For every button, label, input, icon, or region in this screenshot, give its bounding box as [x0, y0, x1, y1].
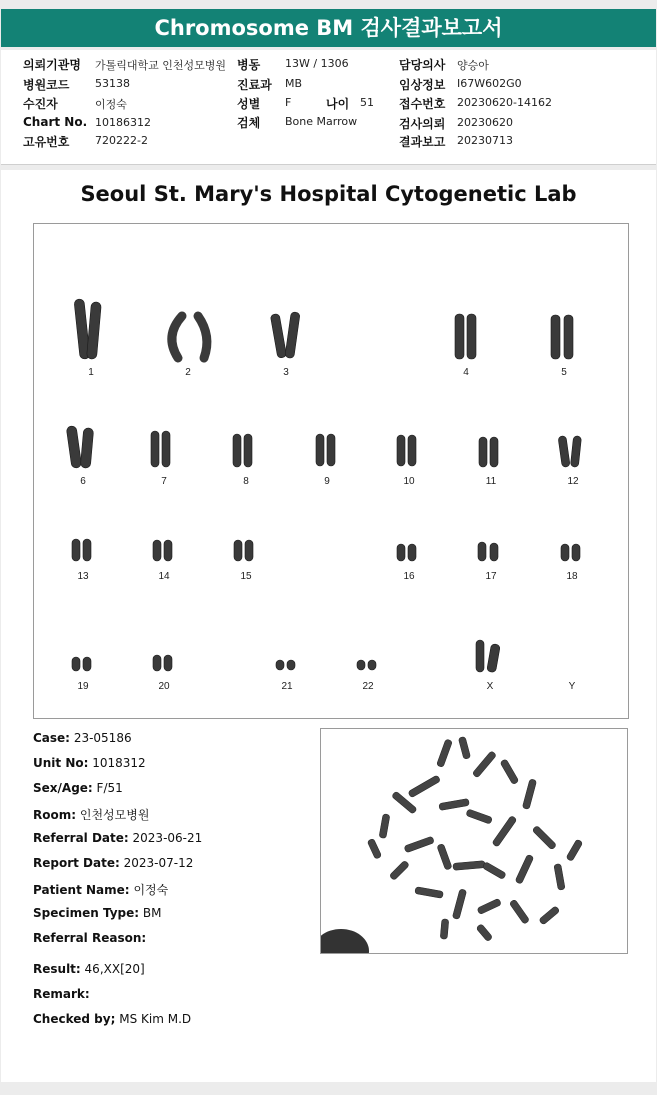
karyotype-label-17: 17 — [485, 571, 497, 582]
sex-value: F — [285, 96, 292, 109]
karyotype-label-16: 16 — [403, 571, 415, 582]
karyotype-panel — [33, 223, 629, 719]
karyotype-label-5: 5 — [561, 367, 567, 378]
specimen-type-row — [33, 906, 162, 920]
chromosome-pair-15 — [234, 540, 253, 561]
patient-name-value: 이정숙 — [133, 883, 169, 897]
checked-by-label: Checked by; — [33, 1012, 116, 1026]
karyotype-label-4: 4 — [463, 367, 469, 378]
referral-reason-label: Referral Reason: — [33, 931, 147, 945]
chromosome-pair-16 — [397, 544, 416, 561]
clinical-info-label: 임상정보 — [399, 78, 446, 92]
karyotype-label-2: 2 — [185, 367, 191, 378]
karyotype-label-22: 22 — [362, 681, 374, 692]
chart-no-label: Chart No. — [23, 115, 88, 129]
referral-date-row — [33, 831, 202, 845]
sex-age-label: Sex/Age: — [33, 781, 93, 795]
karyotype-label-6: 6 — [80, 476, 86, 487]
chromosome-pair-20 — [153, 655, 172, 671]
metaphase-photo — [320, 728, 628, 954]
unit-no-row — [33, 756, 146, 770]
karyotype-label-20: 20 — [158, 681, 170, 692]
sex-label: 성별 — [237, 97, 261, 111]
report-title-banner: Chromosome BM 검사결과보고서 — [1, 9, 656, 47]
chromosome-pair-19 — [72, 657, 91, 671]
karyotype-image — [34, 224, 628, 718]
case-row — [33, 731, 132, 745]
chromosome-pair-9 — [316, 434, 335, 466]
specimen-label: 검체 — [237, 116, 261, 130]
age-value: 51 — [360, 96, 374, 109]
request-date-label: 검사의뢰 — [399, 117, 446, 131]
patient-name-row — [33, 881, 168, 898]
chromosome-pair-7 — [151, 431, 170, 467]
room-value: 인천성모병원 — [79, 808, 150, 822]
karyotype-label-9: 9 — [324, 476, 330, 487]
referral-date-label: Referral Date: — [33, 831, 129, 845]
clinical-info-value: I67W602G0 — [457, 77, 522, 90]
hospital-code-value: 53138 — [95, 77, 130, 90]
chromosome-pair-2 — [172, 316, 207, 358]
metaphase-image — [321, 729, 627, 953]
unit-no-label: Unit No: — [33, 756, 89, 770]
ward-label: 병동 — [237, 58, 261, 72]
result-label: Result: — [33, 962, 81, 976]
chromosome-pair-4 — [455, 314, 476, 359]
karyotype-label-15: 15 — [240, 571, 252, 582]
karyotype-label-3: 3 — [283, 367, 289, 378]
report-card — [1, 170, 656, 1082]
doctor-value: 양승아 — [457, 59, 489, 72]
karyotype-label-x: X — [486, 681, 494, 692]
doctor-label: 담당의사 — [399, 58, 446, 72]
lab-title: Seoul St. Mary's Hospital Cytogenetic Lab — [80, 182, 577, 206]
report-date-value: 2023-07-12 — [123, 856, 194, 870]
sex-age-value: F/51 — [96, 781, 123, 795]
karyotype-label-1: 1 — [88, 367, 94, 378]
patient-info-panel — [1, 50, 656, 165]
karyotype-label-y: Y — [568, 681, 576, 692]
chromosome-pair-17 — [478, 542, 498, 561]
institution-value: 가톨릭대학교 인천성모병원 — [95, 59, 227, 72]
patient-name-label: Patient Name: — [33, 883, 130, 897]
karyotype-label-18: 18 — [566, 571, 578, 582]
chromosome-pair-21 — [276, 660, 295, 670]
unique-no-label: 고유번호 — [23, 135, 70, 149]
karyotype-label-7: 7 — [161, 476, 167, 487]
karyotype-label-21: 21 — [281, 681, 293, 692]
checked-by-value: MS Kim M.D — [119, 1012, 192, 1026]
karyotype-label-8: 8 — [243, 476, 249, 487]
remark-label: Remark: — [33, 987, 90, 1001]
karyotype-label-13: 13 — [77, 571, 89, 582]
room-label: Room: — [33, 808, 77, 822]
specimen-value: Bone Marrow — [285, 115, 358, 128]
chromosome-pair-1 — [74, 299, 102, 360]
checked-by-row — [33, 1012, 191, 1026]
receipt-no-value: 20230620-14162 — [457, 96, 552, 109]
age-label: 나이 — [326, 97, 350, 111]
karyotype-label-14: 14 — [158, 571, 170, 582]
chromosome-pair-10 — [397, 435, 416, 466]
report-date-row — [33, 856, 193, 870]
case-value: 23-05186 — [73, 731, 132, 745]
room-row — [33, 806, 149, 823]
chromosome-pair-8 — [233, 434, 252, 467]
result-row — [33, 962, 145, 976]
chromosome-pair-14 — [153, 540, 172, 561]
chromosome-pair-6 — [66, 426, 94, 469]
examinee-label: 수진자 — [23, 97, 58, 111]
chart-no-value: 10186312 — [95, 116, 151, 129]
sex-age-row — [33, 781, 123, 795]
referral-reason-row — [33, 931, 146, 945]
result-value: 46,XX[20] — [84, 962, 145, 976]
karyotype-label-10: 10 — [403, 476, 415, 487]
chromosome-pair-3 — [270, 312, 300, 359]
institution-label: 의뢰기관명 — [23, 58, 81, 72]
examinee-value: 이정숙 — [95, 98, 127, 111]
chromosome-pair-12 — [558, 436, 582, 468]
chromosome-pair-11 — [479, 437, 498, 467]
karyotype-label-19: 19 — [77, 681, 89, 692]
chromosome-pair-5 — [551, 315, 573, 359]
unique-no-value: 720222-2 — [95, 134, 148, 147]
chromosome-pair-18 — [561, 544, 580, 561]
specimen-type-value: BM — [142, 906, 162, 920]
ward-value: 13W / 1306 — [285, 57, 349, 70]
referral-date-value: 2023-06-21 — [132, 831, 203, 845]
request-date-value: 20230620 — [457, 116, 513, 129]
receipt-no-label: 접수번호 — [399, 97, 446, 111]
remark-row — [33, 987, 90, 1001]
karyotype-label-11: 11 — [485, 476, 497, 487]
report-date-value: 20230713 — [457, 134, 513, 147]
report-date-label: 결과보고 — [399, 135, 446, 149]
case-label: Case: — [33, 731, 70, 745]
karyotype-label-12: 12 — [567, 476, 579, 487]
department-label: 진료과 — [237, 78, 272, 92]
report-date-label: Report Date: — [33, 856, 120, 870]
unit-no-value: 1018312 — [92, 756, 146, 770]
department-value: MB — [285, 77, 303, 90]
specimen-type-label: Specimen Type: — [33, 906, 140, 920]
hospital-code-label: 병원코드 — [23, 78, 70, 92]
chromosome-pair-22 — [357, 660, 376, 670]
chromosome-pair-x — [476, 640, 500, 673]
chromosome-pair-13 — [72, 539, 91, 561]
